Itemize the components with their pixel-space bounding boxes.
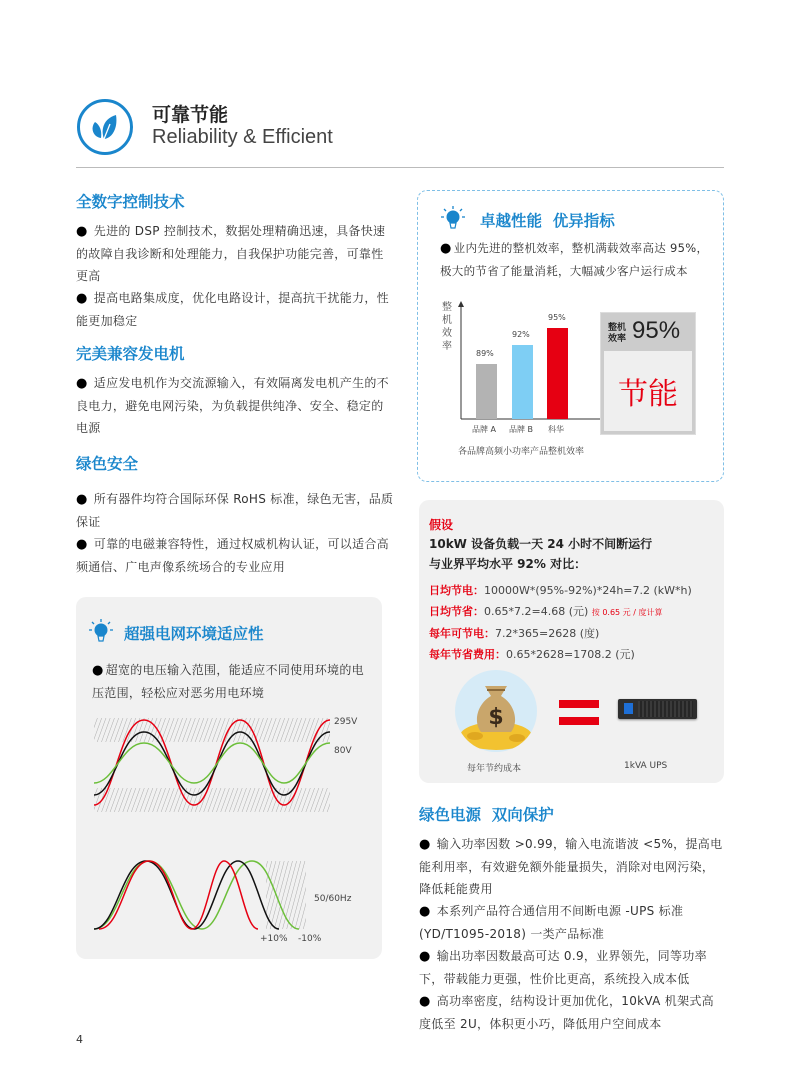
voltage-high-label: 295V [334, 717, 358, 727]
section-title: 绿色电源 双向保护 [419, 806, 554, 824]
bullet-item: ● 适应发电机作为交流源输入，有效隔离发电机产生的不良电力，避免电网污染，为负载提供纯净、安全、稳定的电源 [76, 376, 389, 435]
lightbulb-icon [88, 618, 114, 644]
section-generator [76, 342, 394, 439]
bar-category-label: 品牌 A [472, 425, 497, 434]
bullet-item: ● 先进的 DSP 控制技术，数据处理精确迅速，具备快速的故障自我诊断和处理能力，自我保护功能完善，可靠性更高 [76, 224, 386, 283]
section-title: 全数字控制技术 [76, 193, 185, 211]
badge-slogan: 节能 [618, 377, 678, 412]
bullet-item: ● 输出功率因数最高可达 0.9，业界领先，同等功率下，带载能力更强，性价比更高，系统投入成本低 [419, 949, 707, 986]
calculation-lines [429, 580, 719, 665]
grid-adaptability-panel [76, 597, 382, 959]
svg-text:$: $ [488, 705, 504, 730]
section-green-safety [76, 452, 394, 578]
section-title: 绿色安全 [76, 455, 139, 473]
bullet-item: ● 所有器件均符合国际环保 RoHS 标准，绿色无害，品质保证 [76, 492, 394, 529]
page-title-cn: 可靠节能 [152, 104, 229, 126]
savings-calculation-panel [419, 500, 724, 783]
page-number: 4 [76, 1033, 83, 1046]
frequency-label: 50/60Hz [314, 894, 352, 904]
calc-line: 日均节电：10000W*(95%-92%)*24h=7.2 (kW*h) [429, 584, 692, 597]
calc-line: 每年节省费用：0.65*2628=1708.2 (元) [429, 648, 635, 661]
lightbulb-icon [440, 205, 466, 231]
calc-line: 每年可节电：7.2*365=2628 (度) [429, 627, 600, 640]
bar-value-label: 89% [476, 349, 494, 358]
panel-title: 超强电网环境适应性 [124, 625, 264, 643]
bar-value-label: 95% [548, 313, 566, 322]
chart-ylabel: 整机效率 [442, 302, 452, 352]
calc-line: 日均节省：0.65*7.2=4.68 (元) 按 0.65 元 / 度计算 [429, 605, 663, 618]
section-green-power [419, 803, 725, 1035]
badge-value: 95% [632, 317, 681, 344]
chart-title: 各品牌高频小功率产品整机效率 [458, 447, 585, 457]
efficiency-badge: 整机 效率 95% 节能 [600, 312, 696, 435]
page-title-en: Reliability & Efficient [152, 126, 333, 148]
bullet-item: ● 本系列产品符合通信用不间断电源 -UPS 标准 (YD/T1095-2018) 一类产品标准 [419, 904, 684, 941]
frequency-waveform-diagram [94, 859, 314, 934]
bar-category-label: 品牌 B [509, 425, 534, 434]
bullet-item: ● 超宽的电压输入范围，能适应不同使用环境的电压范围，轻松应对恶劣用电环境 [92, 663, 364, 700]
bullet-item: ● 提高电路集成度，优化电路设计，提高抗干扰能力，性能更加稳定 [76, 291, 389, 328]
assumption-headline: 10kW 设备负载一天 24 小时不间断运行 与业界平均水平 92% 对比： [429, 537, 653, 571]
equals-sign-bottom [559, 717, 599, 725]
badge-slogan-box [604, 351, 692, 431]
savings-caption: 每年节约成本 [467, 764, 522, 774]
header-divider [76, 167, 724, 168]
bullet-item: ● 输入功率因数 >0.99，输入电流谐波 <5%，提高电能利用率，有效避免额外能量损失，消除对电网污染，降低耗能费用 [419, 837, 723, 896]
efficiency-bar-chart [456, 301, 606, 421]
money-bag-icon [455, 670, 537, 752]
ups-device-icon [618, 699, 697, 719]
section-digital-control [76, 190, 394, 332]
leaf-icon [76, 98, 134, 156]
assumption-label: 假设 [429, 518, 454, 532]
voltage-low-label: 80V [334, 746, 352, 756]
freq-minus-label: -10% [298, 934, 322, 944]
bar-value-label: 92% [512, 330, 530, 339]
section-title: 完美兼容发电机 [76, 345, 185, 363]
performance-panel [417, 190, 724, 482]
freq-plus-label: +10% [260, 934, 288, 944]
bullet-item: ● 高功率密度，结构设计更加优化，10kVA 机架式高度低至 2U，体积更小巧，降低用户空间成本 [419, 994, 714, 1031]
bar-category-label: 科华 [548, 425, 564, 434]
bullet-item: ● 业内先进的整机效率，整机满载效率高达 95%，极大的节省了能量消耗，大幅减少客户运行成本 [440, 241, 709, 278]
ups-caption: 1kVA UPS [624, 761, 668, 771]
voltage-waveform-diagram [94, 715, 334, 835]
bullet-item: ● 可靠的电磁兼容特性，通过权威机构认证，可以适合高频通信、广电声像系统场合的专业应用 [76, 537, 389, 574]
panel-title: 卓越性能 优异指标 [480, 212, 615, 230]
equals-sign-top [559, 700, 599, 708]
